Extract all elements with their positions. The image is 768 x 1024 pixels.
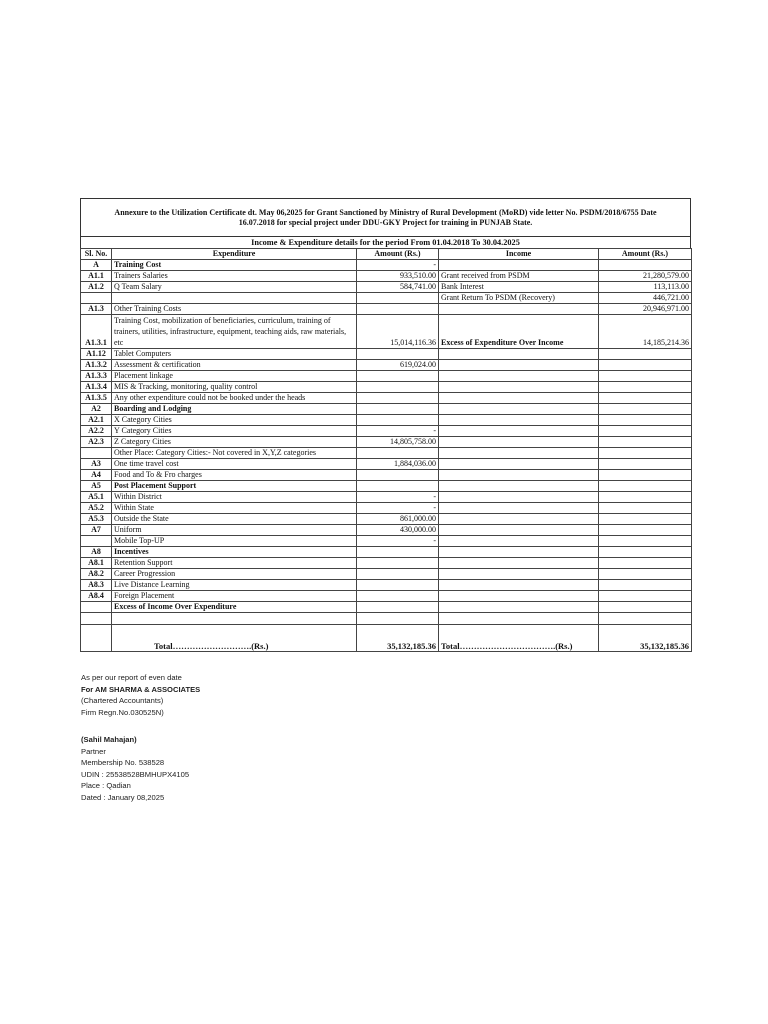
firm-regn: Firm Regn.No.030525N) <box>81 707 164 717</box>
row-sl-no: A5.2 <box>81 503 112 514</box>
row-income-amount <box>599 437 692 448</box>
row-amount: - <box>357 260 439 271</box>
table-row <box>81 558 692 569</box>
row-income-amount <box>599 558 692 569</box>
row-sl-no <box>81 448 112 459</box>
row-income <box>439 360 599 371</box>
table-row <box>81 393 692 404</box>
row-sl-no: A5.3 <box>81 514 112 525</box>
row-income-amount <box>599 580 692 591</box>
blank-row <box>81 613 692 625</box>
table-row <box>81 591 692 602</box>
row-sl-no: A2 <box>81 404 112 415</box>
row-income <box>439 260 599 271</box>
row-expenditure: Training Cost, mobilization of beneficiaries, curriculum, training of trainers, utilities, infrastructure, equipment, teaching aids, raw materials, etc <box>112 315 357 349</box>
row-income <box>439 580 599 591</box>
row-income-amount <box>599 514 692 525</box>
row-expenditure: Placement linkage <box>112 371 357 382</box>
total-inc-label: Total…………………………….(Rs.) <box>439 625 599 652</box>
row-amount <box>357 602 439 613</box>
row-sl-no: A4 <box>81 470 112 481</box>
row-income: Grant Return To PSDM (Recovery) <box>439 293 599 304</box>
row-amount <box>357 448 439 459</box>
row-expenditure: Y Category Cities <box>112 426 357 437</box>
row-sl-no <box>81 536 112 547</box>
row-expenditure: X Category Cities <box>112 415 357 426</box>
row-income <box>439 470 599 481</box>
row-expenditure: MIS & Tracking, monitoring, quality control <box>112 382 357 393</box>
row-income <box>439 304 599 315</box>
row-sl-no: A8 <box>81 547 112 558</box>
row-income <box>439 448 599 459</box>
row-income-amount <box>599 260 692 271</box>
row-sl-no: A2.1 <box>81 415 112 426</box>
row-amount <box>357 293 439 304</box>
row-sl-no <box>81 293 112 304</box>
row-income-amount <box>599 569 692 580</box>
table-row <box>81 304 692 315</box>
total-row <box>81 625 692 652</box>
row-income: Excess of Expenditure Over Income <box>439 315 599 349</box>
row-income <box>439 459 599 470</box>
udin: UDIN : 25538528BMHUPX4105 <box>81 769 190 779</box>
row-expenditure: Foreign Placement <box>112 591 357 602</box>
row-amount: - <box>357 503 439 514</box>
row-expenditure <box>112 293 357 304</box>
table-row <box>81 415 692 426</box>
total-exp-amount: 35,132,185.36 <box>357 625 439 652</box>
table-row <box>81 293 692 304</box>
firm-type: (Chartered Accountants) <box>81 696 164 705</box>
row-income-amount: 21,280,579.00 <box>599 271 692 282</box>
row-income <box>439 404 599 415</box>
row-sl-no: A7 <box>81 525 112 536</box>
row-amount: - <box>357 492 439 503</box>
row-income <box>439 437 599 448</box>
table-row <box>81 315 692 349</box>
table-row <box>81 282 692 293</box>
table-row <box>81 260 692 271</box>
row-expenditure: Mobile Top-UP <box>112 536 357 547</box>
row-expenditure: Post Placement Support <box>112 481 357 492</box>
row-sl-no: A1.3.4 <box>81 382 112 393</box>
row-expenditure: Assessment & certification <box>112 360 357 371</box>
heading-line-1: Annexure to the Utilization Certificate dt. May 06,2025 for Grant Sanctioned by Ministry of Rural Development (MoRD) vide letter No. PSDM/2018/6755 Date <box>114 207 657 217</box>
row-income <box>439 349 599 360</box>
row-expenditure: Q Team Salary <box>112 282 357 293</box>
table-row <box>81 481 692 492</box>
table-row <box>81 602 692 613</box>
row-sl-no: A8.3 <box>81 580 112 591</box>
annexure-heading <box>80 198 691 236</box>
row-amount <box>357 481 439 492</box>
row-income <box>439 382 599 393</box>
membership-no: Membership No. 538528 <box>81 758 165 767</box>
row-sl-no: A2.2 <box>81 426 112 437</box>
row-income <box>439 536 599 547</box>
table-row <box>81 349 692 360</box>
row-sl-no: A1.2 <box>81 282 112 293</box>
row-expenditure: Tablet Computers <box>112 349 357 360</box>
row-expenditure: Boarding and Lodging <box>112 404 357 415</box>
table-row <box>81 580 692 591</box>
row-income <box>439 558 599 569</box>
row-expenditure: Within State <box>112 503 357 514</box>
row-sl-no: A8.4 <box>81 591 112 602</box>
row-amount <box>357 349 439 360</box>
row-amount: - <box>357 426 439 437</box>
table-row <box>81 426 692 437</box>
row-income-amount <box>599 481 692 492</box>
table-row <box>81 459 692 470</box>
row-amount <box>357 569 439 580</box>
row-expenditure: Z Category Cities <box>112 437 357 448</box>
row-income <box>439 492 599 503</box>
row-sl-no: A3 <box>81 459 112 470</box>
row-income <box>439 503 599 514</box>
row-expenditure: Within District <box>112 492 357 503</box>
row-income <box>439 481 599 492</box>
row-expenditure: Uniform <box>112 525 357 536</box>
row-sl-no: A1.3.5 <box>81 393 112 404</box>
row-income <box>439 426 599 437</box>
row-income-amount: 14,185,214.36 <box>599 315 692 349</box>
table-row <box>81 360 692 371</box>
table-row <box>81 271 692 282</box>
row-income-amount <box>599 349 692 360</box>
table-row <box>81 569 692 580</box>
income-expenditure-table <box>80 248 692 652</box>
table-row <box>81 525 692 536</box>
table-row <box>81 547 692 558</box>
row-expenditure: Any other expenditure could not be booked under the heads <box>112 393 357 404</box>
row-amount: 861,000.00 <box>357 514 439 525</box>
row-income-amount <box>599 371 692 382</box>
row-income <box>439 591 599 602</box>
row-income-amount <box>599 382 692 393</box>
row-expenditure: Trainers Salaries <box>112 271 357 282</box>
row-income-amount: 446,721.00 <box>599 293 692 304</box>
row-amount: 933,510.00 <box>357 271 439 282</box>
row-expenditure: Training Cost <box>112 260 357 271</box>
row-expenditure: Excess of Income Over Expenditure <box>112 602 357 613</box>
table-row <box>81 514 692 525</box>
row-income-amount <box>599 547 692 558</box>
row-income <box>439 569 599 580</box>
row-income-amount <box>599 448 692 459</box>
row-sl-no: A5 <box>81 481 112 492</box>
row-income-amount <box>599 360 692 371</box>
row-sl-no: A1.1 <box>81 271 112 282</box>
annexure-document <box>80 198 691 652</box>
row-expenditure: Career Progression <box>112 569 357 580</box>
col-income: Income <box>439 249 599 260</box>
table-row <box>81 536 692 547</box>
row-sl-no: A <box>81 260 112 271</box>
row-income-amount: 113,113.00 <box>599 282 692 293</box>
table-header-row <box>81 249 692 260</box>
row-income: Bank Interest <box>439 282 599 293</box>
report-note: As per our report of even date <box>81 673 182 682</box>
row-amount <box>357 382 439 393</box>
row-expenditure: Retention Support <box>112 558 357 569</box>
row-amount: 619,024.00 <box>357 360 439 371</box>
row-amount: 1,884,036.00 <box>357 459 439 470</box>
row-income-amount <box>599 591 692 602</box>
period-heading: Income & Expenditure details for the period From 01.04.2018 To 30.04.2025 <box>80 236 691 248</box>
row-income <box>439 514 599 525</box>
row-income-amount <box>599 404 692 415</box>
row-sl-no: A8.2 <box>81 569 112 580</box>
row-income-amount <box>599 426 692 437</box>
signatory-name: (Sahil Mahajan) <box>81 735 137 744</box>
row-sl-no: A1.3.1 <box>81 315 112 349</box>
row-sl-no: A2.3 <box>81 437 112 448</box>
row-income-amount: 20,946,971.00 <box>599 304 692 315</box>
row-income-amount <box>599 459 692 470</box>
table-row <box>81 382 692 393</box>
table-row <box>81 437 692 448</box>
table-row <box>81 404 692 415</box>
row-income <box>439 547 599 558</box>
row-expenditure: Other Place: Category Cities:- Not covered in X,Y,Z categories <box>112 448 357 459</box>
row-expenditure: Food and To & Fro charges <box>112 470 357 481</box>
designation: Partner <box>81 746 106 756</box>
row-amount <box>357 304 439 315</box>
total-inc-amount: 35,132,185.36 <box>599 625 692 652</box>
table-row <box>81 470 692 481</box>
row-amount <box>357 470 439 481</box>
row-amount: 430,000.00 <box>357 525 439 536</box>
row-amount: 14,805,758.00 <box>357 437 439 448</box>
row-sl-no: A5.1 <box>81 492 112 503</box>
col-expenditure: Expenditure <box>112 249 357 260</box>
row-amount <box>357 415 439 426</box>
row-income <box>439 602 599 613</box>
row-sl-no: A8.1 <box>81 558 112 569</box>
place: Place : Qadian <box>81 781 131 790</box>
row-amount <box>357 404 439 415</box>
row-expenditure: Outside the State <box>112 514 357 525</box>
row-expenditure: Other Training Costs <box>112 304 357 315</box>
row-income <box>439 371 599 382</box>
row-sl-no: A1.3.3 <box>81 371 112 382</box>
row-income-amount <box>599 536 692 547</box>
row-amount <box>357 393 439 404</box>
table-row <box>81 503 692 514</box>
row-expenditure: Incentives <box>112 547 357 558</box>
row-sl-no: A1.3 <box>81 304 112 315</box>
col-sl-no: Sl. No. <box>81 249 112 260</box>
total-exp-label: Total……………………….(Rs.) <box>112 625 357 652</box>
row-income-amount <box>599 393 692 404</box>
row-amount: 15,014,116.36 <box>357 315 439 349</box>
signature-block <box>81 672 200 803</box>
row-expenditure: One time travel cost <box>112 459 357 470</box>
row-sl-no: A1.12 <box>81 349 112 360</box>
row-income <box>439 393 599 404</box>
firm-name: For AM SHARMA & ASSOCIATES <box>81 684 201 694</box>
heading-line-2: 16.07.2018 for special project under DDU-GKY Project for training in PUNJAB State. <box>238 217 533 227</box>
row-amount <box>357 591 439 602</box>
col-income-amount: Amount (Rs.) <box>599 249 692 260</box>
row-income-amount <box>599 470 692 481</box>
row-amount <box>357 558 439 569</box>
row-income-amount <box>599 415 692 426</box>
row-sl-no: A1.3.2 <box>81 360 112 371</box>
row-income <box>439 415 599 426</box>
row-income-amount <box>599 525 692 536</box>
row-sl-no <box>81 602 112 613</box>
row-income-amount <box>599 602 692 613</box>
row-income-amount <box>599 503 692 514</box>
row-income-amount <box>599 492 692 503</box>
row-amount <box>357 547 439 558</box>
table-row <box>81 448 692 459</box>
row-expenditure: Live Distance Learning <box>112 580 357 591</box>
table-row <box>81 492 692 503</box>
row-amount: 584,741.00 <box>357 282 439 293</box>
row-income <box>439 525 599 536</box>
dated: Dated : January 08,2025 <box>81 792 165 802</box>
col-amount: Amount (Rs.) <box>357 249 439 260</box>
row-amount: - <box>357 536 439 547</box>
row-amount <box>357 580 439 591</box>
row-income: Grant received from PSDM <box>439 271 599 282</box>
row-amount <box>357 371 439 382</box>
table-row <box>81 371 692 382</box>
